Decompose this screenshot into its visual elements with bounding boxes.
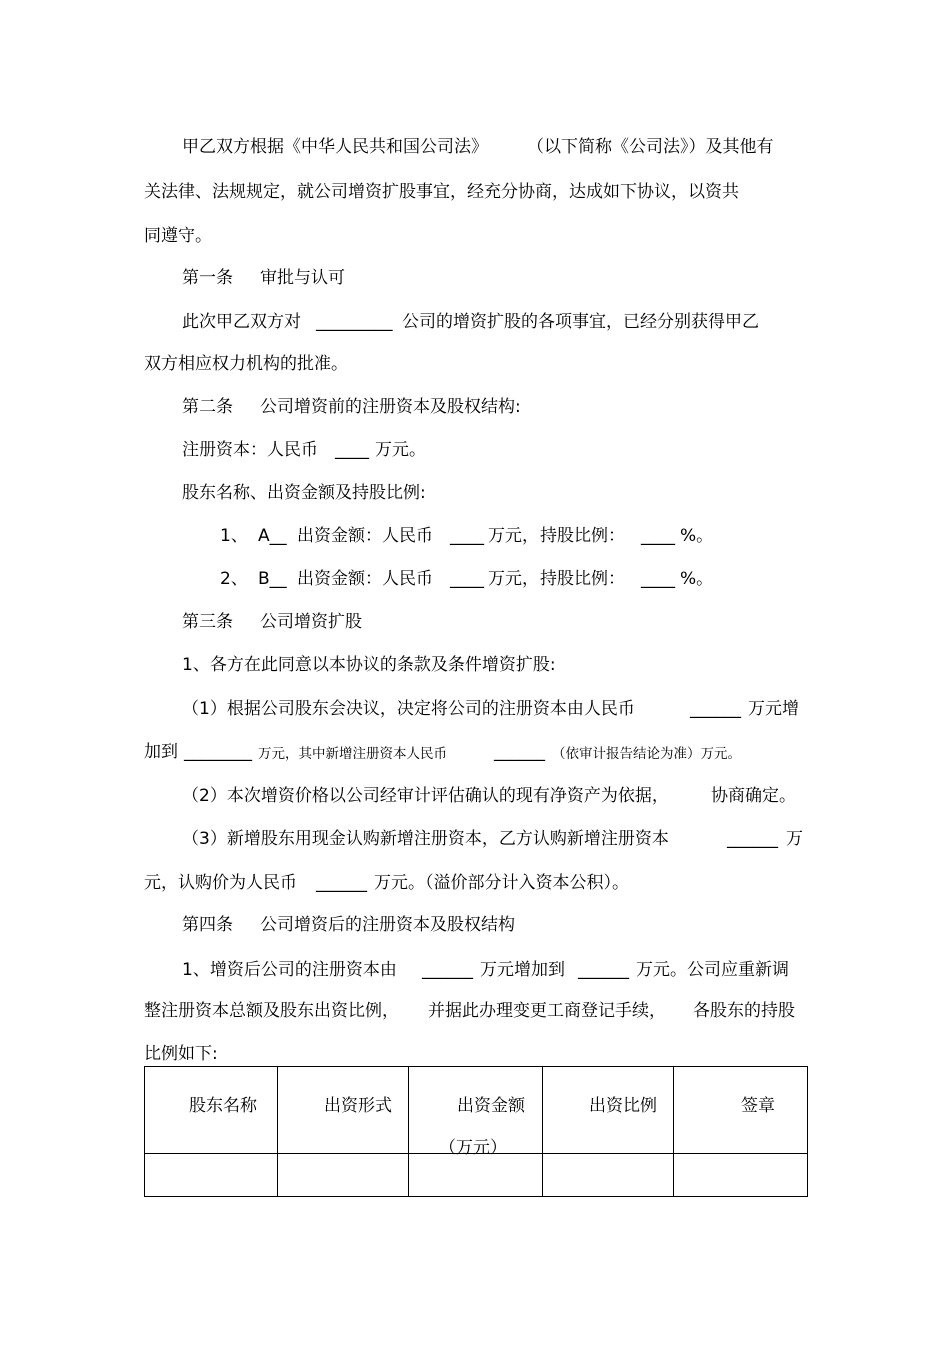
fill-blank: ____ [450,526,484,546]
text: 万元， [488,526,539,546]
article-number: 第三条 [182,612,233,632]
text: 万元。（溢价部分计入资本公积）。 [374,873,629,893]
article-number: 第一条 [182,268,233,288]
text: 整注册资本总额及股东出资比例， [144,1001,399,1021]
text: （依审计报告结论为准）万元。 [552,746,741,762]
table-row [145,1154,808,1197]
table-cell[interactable] [145,1154,278,1197]
fill-blank: ____ [641,569,675,589]
text: 注册资本：人民币 [182,440,318,460]
fill-blank: ______ [727,829,778,849]
intro-text: （以下简称《公司法》）及其他有 [527,137,774,157]
table-header-row [145,1067,808,1154]
text: 公司的增资扩股的各项事宜，已经分别获得甲乙 [402,312,759,332]
text: 万元增 [748,699,799,719]
header-contribution-amount: 出资金额 [457,1096,525,1116]
shareholder-name: A__ [258,526,287,546]
text: 出资金额：人民币 [297,526,433,546]
header-cell [543,1067,674,1154]
shareholders-label: 股东名称、出资金额及持股比例: [182,483,426,503]
text: 持股比例： [540,569,625,589]
text: 协商确定。 [711,786,796,806]
header-shareholder-name: 股东名称 [189,1096,257,1116]
intro-text: 甲乙双方根据《中华人民共和国公司法》 [182,137,488,157]
shareholding-table [144,1066,808,1197]
text: 并据此办理变更工商登记手续， [428,1001,666,1021]
fill-blank: ______ [316,873,367,893]
text: 各股东的持股 [693,1001,795,1021]
article-title: 公司增资扩股 [260,612,362,632]
header-cell [145,1067,278,1154]
article-number: 第四条 [182,915,233,935]
article-title: 审批与认可 [260,268,345,288]
row-number: 1、 [220,526,248,546]
text: 持股比例： [540,526,625,546]
fill-blank: ______ [422,960,473,980]
table-cell[interactable] [674,1154,808,1197]
row-number: 2、 [220,569,248,589]
fill-blank: ________ [184,742,252,762]
article-title: 公司增资后的注册资本及股权结构 [260,915,515,935]
fill-blank: _________ [316,312,393,332]
text: （1）根据公司股东会决议，决定将公司的注册资本由人民币 [182,699,635,719]
header-contribution-form: 出资形式 [324,1096,392,1116]
text: 此次甲乙双方对 [182,312,301,332]
fill-blank: ____ [450,569,484,589]
text: 万元。公司应重新调 [636,960,789,980]
article-3-item-1: 1、各方在此同意以本协议的条款及条件增资扩股: [182,655,556,675]
text: 万 [786,829,803,849]
article-number: 第二条 [182,397,233,417]
header-cell [674,1067,808,1154]
header-signature: 签章 [741,1096,775,1116]
fill-blank: ____ [641,526,675,546]
text: 1、增资后公司的注册资本由 [182,960,397,980]
table-cell[interactable] [278,1154,409,1197]
text: %。 [680,569,714,589]
intro-line-3: 同遵守。 [144,226,212,246]
text: （3）新增股东用现金认购新增注册资本，乙方认购新增注册资本 [182,829,669,849]
text: 万元。 [375,440,426,460]
text: %。 [680,526,714,546]
text: （2）本次增资价格以公司经审计评估确认的现有净资产为依据， [182,786,669,806]
table-cell[interactable] [409,1154,543,1197]
text: 万元增加到 [480,960,565,980]
article-1-line-2: 双方相应权力机构的批准。 [144,354,348,374]
header-cell [278,1067,409,1154]
intro-line-2: 关法律、法规规定，就公司增资扩股事宜，经充分协商，达成如下协议，以资共 [144,182,739,202]
header-cell [409,1067,543,1158]
fill-blank: ______ [690,699,741,719]
shareholder-name: B__ [258,569,287,589]
header-contribution-ratio: 出资比例 [589,1096,657,1116]
fill-blank: ______ [494,742,545,762]
fill-blank: ______ [578,960,629,980]
text: 万元， [488,569,539,589]
fill-blank: ____ [335,440,369,460]
text: 出资金额：人民币 [297,569,433,589]
text: 万元，其中新增注册资本人民币 [258,746,447,762]
article-title: 公司增资前的注册资本及股权结构: [260,397,521,417]
header-unit: （万元） [439,1138,507,1158]
text: 元，认购价为人民币 [144,873,297,893]
article-4-line-3: 比例如下: [144,1044,218,1064]
table-cell[interactable] [543,1154,674,1197]
text: 加到 [144,742,178,762]
